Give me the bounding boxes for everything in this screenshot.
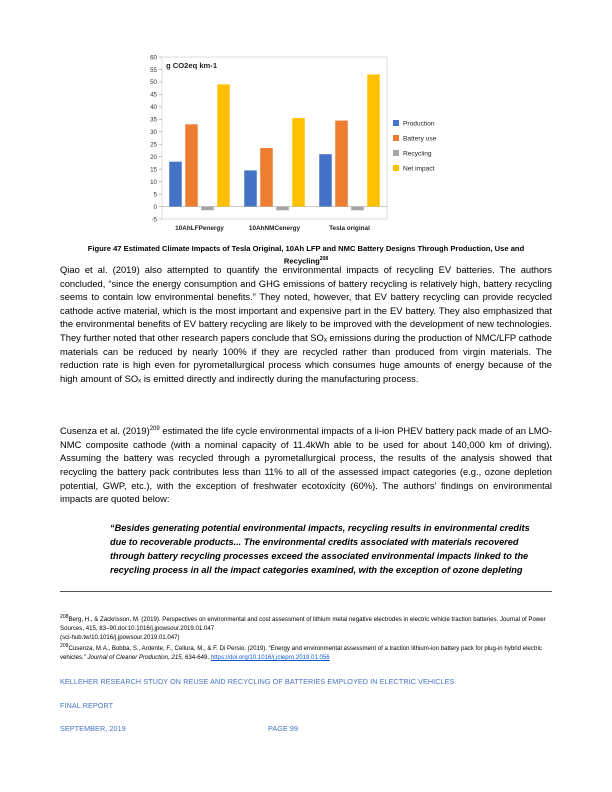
bar <box>217 84 230 206</box>
bar <box>276 207 289 211</box>
y-tick-label: 30 <box>150 129 157 137</box>
legend-swatch <box>393 165 399 171</box>
paragraph-cusenza <box>60 423 552 506</box>
bar <box>185 124 198 206</box>
y-tick-label: 15 <box>150 166 157 174</box>
y-tick-label: 5 <box>153 191 157 199</box>
caption-ref: 208 <box>319 256 329 262</box>
footer-study-title: KELLEHER RESEARCH STUDY ON REUSE AND RECYCLING OF BATTERIES EMPLOYED IN ELECTRIC VEHICLES <box>60 677 455 686</box>
legend-label: Recycling <box>403 150 432 158</box>
quote-block: “Besides generating potential environmental impacts, recycling results in environmental credits due to recoverable products... The environmental credits associated with materials recovered through battery recycling processes exceed the associated environmental impacts linked to the recycling process in all the impact categories examined, with the exception of ozone depleting <box>110 523 530 575</box>
footnote-208 <box>60 613 552 642</box>
footnote-209-pages: 634-649. <box>183 654 211 662</box>
bar <box>292 118 305 206</box>
legend-swatch <box>393 120 399 126</box>
paragraph-qiao: Qiao et al. (2019) also attempted to quantify the environmental impacts of recycling EV batteries. The authors concluded, “since the energy consumption and GHG emissions of battery recycling is relatively high, battery recycling seems to contain low environmental benefits.” They noted, however, that EV battery recycling can provide recycled cathode active material, which is the most important and expensive part in the EV battery. They also emphasized that the environmental benefits of EV battery recycling are likely to be improved with the development of new technologies. They further noted that other research papers conclude that SOₓ emissions during the production of NMC/LFP cathode materials can be reduced by nearly 100% if they are recycled rather than produced from virgin materials. The reduction rate is high even for pyrometallurgical process which consumes huge amounts of energy because of the high amount of SOₓ is emitted directly and indirectly during the manufacturing process. <box>60 264 552 384</box>
cusenza-lead: Cusenza et al. (2019) <box>60 425 150 437</box>
cusenza-body: estimated the life cycle environmental impacts of a li-ion PHEV battery pack made of an LMO-NMC composite cathode (with a nominal capacity of 11.4kWh able to be used for about 140,000 km of driving). Assuming the battery was recycled through a pyrometallurgical process, the results of the analysis showed that recycling the battery pack contributes less than 11% to all of the assessed impact categories (e.g., ozone depletion potential, GWP, etc.), with the exception of freshwater ecotoxicity (60%). The authors’ findings on environmental impacts are quoted below: <box>60 425 552 505</box>
y-tick-label: 50 <box>150 79 157 87</box>
bar <box>335 121 348 207</box>
x-category-label: 10AhNMCenergy <box>248 225 301 232</box>
footnote-209-num: 209 <box>60 643 69 649</box>
y-tick-label: 60 <box>150 54 157 62</box>
y-axis-label: g CO2eq km-1 <box>166 61 218 70</box>
caption-text: Figure 47 Estimated Climate Impacts of Tesla Original, 10Ah LFP and NMC Battery Designs Through Production, Use and Recycling <box>87 244 525 266</box>
footnote-209-text: Cusenza, M.A., Bobba, S., Ardente, F., Cellura, M., & F. Di Persio. (2019). “Energy and environmental assessment of a traction lithium-ion battery pack for plug-in hybrid electric vehicles.” <box>60 645 542 662</box>
legend-swatch <box>393 150 399 156</box>
footnote-divider <box>60 591 552 592</box>
y-tick-label: 25 <box>150 141 157 149</box>
y-tick-label: 20 <box>150 153 157 161</box>
x-category-label: Tesla original <box>329 225 370 232</box>
y-tick-label: 10 <box>150 178 157 186</box>
footnote-208-link[interactable]: (sci-hub.tw/10.1016/j.jpowsour.2019.01.047) <box>60 634 180 642</box>
legend-label: Net impact <box>403 165 435 173</box>
y-tick-label: 0 <box>153 203 157 211</box>
footnote-208-text: Berg, H., & Zackrisson, M. (2019). Perspectives on environmental and cost assessment of lithium metal negative electrodes in electric vehicle traction batteries. Journal of Power Sources, 415, 83–90.doi:10.1016/j.jpowsour.2019.01.047 <box>60 616 546 633</box>
legend-label: Production <box>403 120 435 128</box>
footnote-208-num: 208 <box>60 614 69 620</box>
bar <box>367 74 380 206</box>
footnote-209 <box>60 642 552 662</box>
x-category-label: 10AhLFPenergy <box>175 225 224 232</box>
y-tick-label: 55 <box>150 66 157 74</box>
footnote-209-link[interactable]: https://doi.org/10.1016/j.jclepro.2019.01.056 <box>210 654 330 662</box>
footnote-209-journal: Journal of Cleaner Production, 215, <box>87 654 184 662</box>
climate-impact-bar-chart <box>127 52 447 237</box>
y-tick-label: 35 <box>150 116 157 124</box>
cusenza-ref: 209 <box>149 426 160 432</box>
y-tick-label: 40 <box>150 104 157 112</box>
footer-date: SEPTEMBER, 2019 <box>60 724 126 733</box>
bar <box>260 148 273 207</box>
legend-label: Battery use <box>403 135 437 143</box>
footer-page-number: PAGE 99 <box>268 724 299 733</box>
bar <box>201 207 214 211</box>
bar <box>169 162 182 207</box>
legend-swatch <box>393 135 399 141</box>
bar <box>319 154 332 206</box>
bar <box>244 170 257 206</box>
y-tick-label: 45 <box>150 91 157 99</box>
footer-report-label: FINAL REPORT <box>60 701 114 710</box>
bar <box>351 207 364 211</box>
y-tick-label: -5 <box>151 216 157 224</box>
